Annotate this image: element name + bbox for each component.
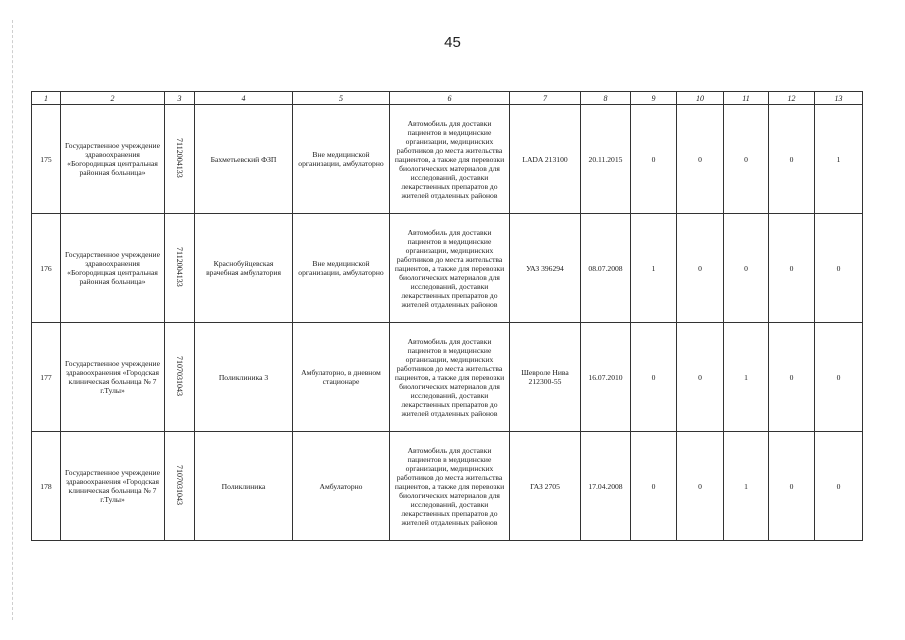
column-number-row (32, 92, 863, 105)
organization-name: Государственное учреждение здравоохранения «Богородицкая центральная районная больница» (61, 214, 165, 323)
col-9-value: 0 (631, 432, 677, 541)
organization-name: Государственное учреждение здравоохранения «Богородицкая центральная районная больница» (61, 105, 165, 214)
vehicle-model: ГАЗ 2705 (510, 432, 581, 541)
col-10-value: 0 (677, 432, 724, 541)
vehicle-date: 08.07.2008 (581, 214, 631, 323)
page-number: 45 (444, 34, 461, 51)
row-number: 176 (32, 214, 61, 323)
col-9-value: 0 (631, 323, 677, 432)
vehicle-date: 20.11.2015 (581, 105, 631, 214)
organization-name: Государственное учреждение здравоохранения «Городская клиническая больница № 7 г.Тулы» (61, 323, 165, 432)
column-header: 10 (677, 92, 724, 105)
inn-value: 7112004133 (175, 247, 184, 287)
inn-value: 7112004133 (175, 138, 184, 178)
unit-name: Поликлиника (195, 432, 293, 541)
col-9-value: 0 (631, 105, 677, 214)
care-form: Амбулаторно (293, 432, 390, 541)
col-13-value: 0 (815, 323, 863, 432)
column-header: 12 (769, 92, 815, 105)
col-11-value: 1 (724, 432, 769, 541)
col-12-value: 0 (769, 323, 815, 432)
care-form: Вне медицинской организации, амбулаторно (293, 105, 390, 214)
care-form: Амбулаторно, в дневном стационаре (293, 323, 390, 432)
row-number: 177 (32, 323, 61, 432)
column-header: 7 (510, 92, 581, 105)
column-header: 13 (815, 92, 863, 105)
care-form: Вне медицинской организации, амбулаторно (293, 214, 390, 323)
inn-value: 7107031043 (175, 465, 184, 505)
vehicle-date: 16.07.2010 (581, 323, 631, 432)
inn-cell (165, 105, 195, 214)
column-header: 11 (724, 92, 769, 105)
inn-cell (165, 323, 195, 432)
vehicle-model: Шевроле Нива 212300-55 (510, 323, 581, 432)
page-margin-guide (12, 20, 13, 620)
col-11-value: 1 (724, 323, 769, 432)
vehicle-model: УАЗ 396294 (510, 214, 581, 323)
vehicle-purpose: Автомобиль для доставки пациентов в медицинские организации, медицинских работников до места жительства пациентов, а также для перевозки биологических материалов для исследований, доставки лекарственных препаратов до жителей отдаленных районов (390, 323, 510, 432)
col-11-value: 0 (724, 105, 769, 214)
column-header: 2 (61, 92, 165, 105)
table-row (32, 214, 863, 323)
vehicle-model: LADA 213100 (510, 105, 581, 214)
column-header: 1 (32, 92, 61, 105)
vehicle-purpose: Автомобиль для доставки пациентов в медицинские организации, медицинских работников до места жительства пациентов, а также для перевозки биологических материалов для исследований, доставки лекарственных препаратов до жителей отдаленных районов (390, 214, 510, 323)
column-header: 8 (581, 92, 631, 105)
inn-cell (165, 214, 195, 323)
col-10-value: 0 (677, 323, 724, 432)
col-10-value: 0 (677, 105, 724, 214)
col-13-value: 0 (815, 214, 863, 323)
col-13-value: 1 (815, 105, 863, 214)
unit-name: Бахметьевский ФЗП (195, 105, 293, 214)
unit-name: Поликлиника 3 (195, 323, 293, 432)
table-row (32, 105, 863, 214)
inn-cell (165, 432, 195, 541)
col-12-value: 0 (769, 432, 815, 541)
register-table (31, 91, 863, 541)
table-row (32, 323, 863, 432)
organization-name: Государственное учреждение здравоохранения «Городская клиническая больница № 7 г.Тулы» (61, 432, 165, 541)
row-number: 175 (32, 105, 61, 214)
vehicle-purpose: Автомобиль для доставки пациентов в медицинские организации, медицинских работников до места жительства пациентов, а также для перевозки биологических материалов для исследований, доставки лекарственных препаратов до жителей отдаленных районов (390, 432, 510, 541)
vehicle-date: 17.04.2008 (581, 432, 631, 541)
col-12-value: 0 (769, 105, 815, 214)
column-header: 4 (195, 92, 293, 105)
inn-value: 7107031043 (175, 356, 184, 396)
col-11-value: 0 (724, 214, 769, 323)
column-header: 3 (165, 92, 195, 105)
col-12-value: 0 (769, 214, 815, 323)
col-13-value: 0 (815, 432, 863, 541)
column-header: 9 (631, 92, 677, 105)
row-number: 178 (32, 432, 61, 541)
col-10-value: 0 (677, 214, 724, 323)
column-header: 6 (390, 92, 510, 105)
vehicle-purpose: Автомобиль для доставки пациентов в медицинские организации, медицинских работников до места жительства пациентов, а также для перевозки биологических материалов для исследований, доставки лекарственных препаратов до жителей отдаленных районов (390, 105, 510, 214)
unit-name: Краснобуйцевская врачебная амбулатория (195, 214, 293, 323)
column-header: 5 (293, 92, 390, 105)
col-9-value: 1 (631, 214, 677, 323)
table-row (32, 432, 863, 541)
